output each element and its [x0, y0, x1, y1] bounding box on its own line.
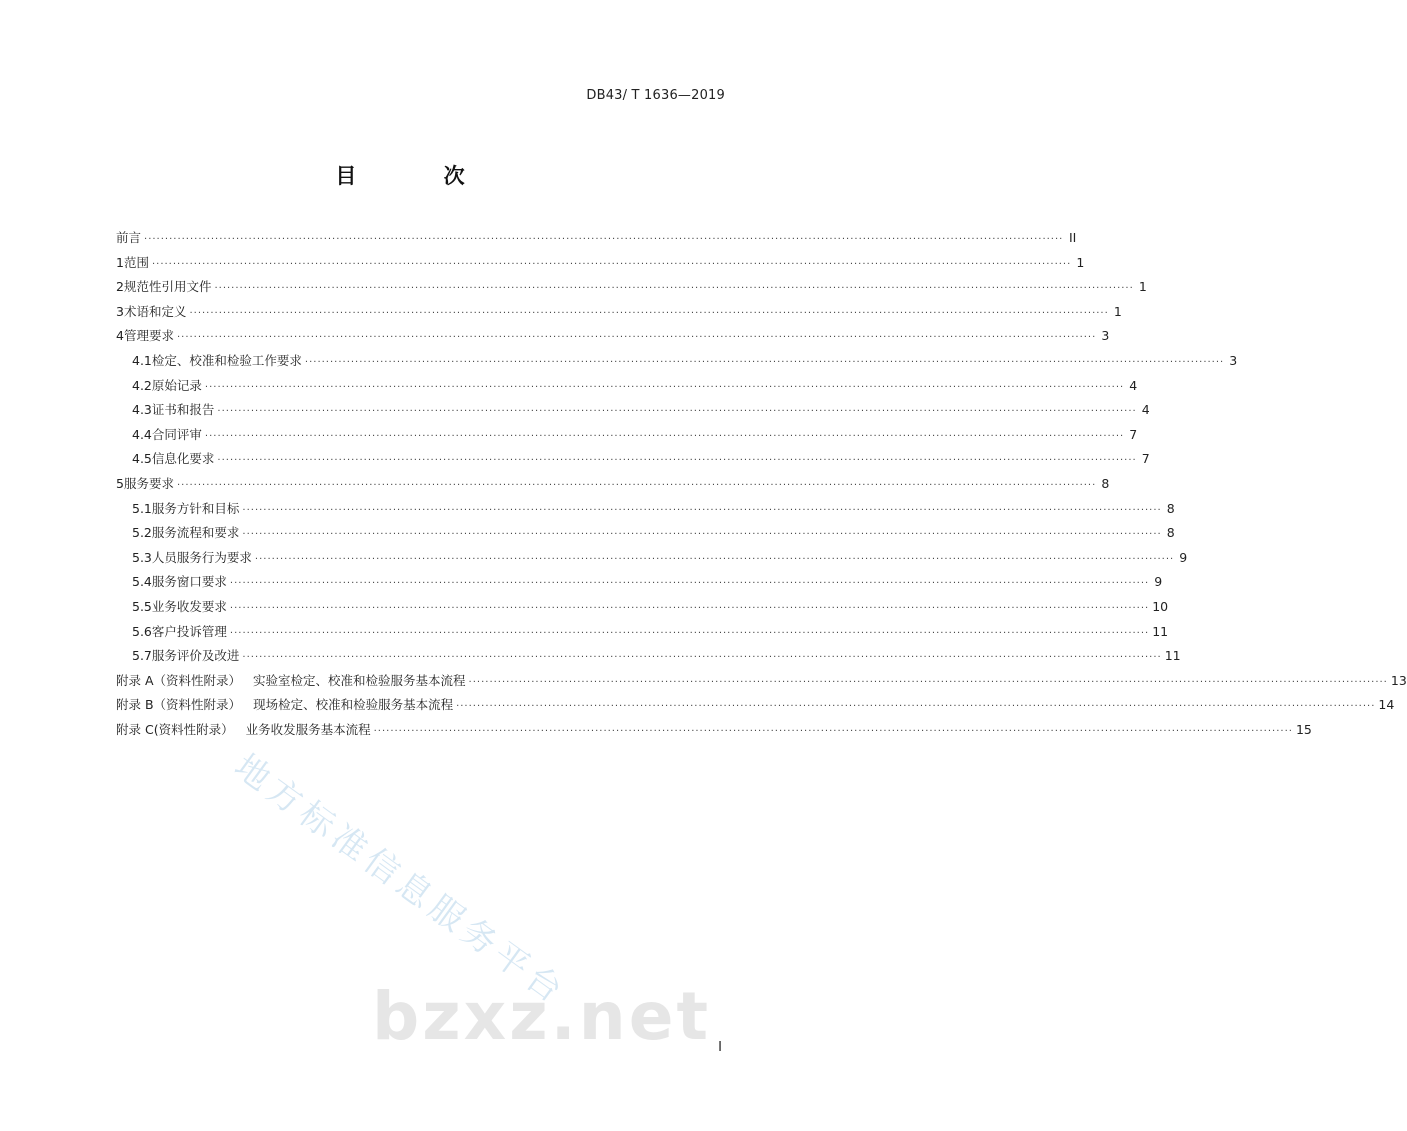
toc-entry-page: 11	[1164, 648, 1181, 664]
toc-entry-label: 前言	[116, 230, 142, 245]
toc-entry-label: 服务评价及改进	[151, 648, 240, 664]
toc-entry-page: 1	[1113, 303, 1122, 319]
toc-entry-page: 3	[1101, 328, 1110, 344]
toc-entry-label: 实验室检定、校准和检验服务基本流程	[253, 672, 466, 688]
toc-leader-dots: ····························································································································································································································	[204, 430, 1125, 442]
toc-entry-page: 1	[1076, 254, 1085, 270]
toc-entry-number: 3	[116, 303, 124, 319]
toc-entry[interactable]	[116, 597, 1169, 622]
watermark-site: bzxz.net	[372, 978, 712, 1055]
toc-leader-dots: ····························································································································································································································	[229, 627, 1150, 639]
toc-entry-page: 14	[1378, 697, 1395, 713]
toc-entry[interactable]	[116, 449, 1150, 474]
toc-entry-page: 8	[1101, 475, 1110, 491]
toc-leader-dots: ····························································································································································································································	[176, 479, 1097, 491]
toc-entry-number: 5.4	[132, 574, 152, 590]
toc-entry-page: 10	[1152, 598, 1169, 614]
toc-entry-label: 术语和定义	[123, 303, 187, 319]
toc-leader-dots: ····························································································································································································································	[242, 529, 1162, 541]
toc-entry-page: 8	[1166, 525, 1175, 541]
toc-entry[interactable]	[116, 548, 1188, 573]
toc-title: 目 次	[335, 164, 505, 188]
toc-leader-dots: ····························································································································································································································	[242, 504, 1162, 516]
toc-entry-number: 5.6	[132, 623, 152, 639]
toc-entry-number: 附录 C(资料性附录）	[116, 721, 234, 737]
toc-entry-number: 附录 B（资料性附录）	[116, 697, 242, 713]
toc-entry-label: 管理要求	[123, 328, 174, 344]
toc-entry-page: 7	[1141, 451, 1150, 467]
toc-leader-dots: ····························································································································································································································	[151, 258, 1072, 270]
toc-entry-page: 4	[1129, 377, 1138, 393]
toc-leader-dots: ····························································································································································································································	[217, 406, 1137, 418]
toc-entry-page: 15	[1295, 721, 1312, 737]
toc-leader-dots: ····························································································································································································································	[189, 307, 1109, 319]
toc-entry-page: 4	[1141, 402, 1150, 418]
toc-entry-label: 人员服务行为要求	[151, 549, 252, 565]
toc-entry-page: 3	[1229, 352, 1238, 368]
toc-entry-number: 5.5	[132, 598, 152, 614]
toc-entry-page: II	[1068, 230, 1077, 245]
toc-entry-page: 7	[1129, 426, 1138, 442]
toc-leader-dots: ····························································································································································································································	[373, 725, 1293, 737]
toc-entry[interactable]	[116, 425, 1138, 450]
toc-entry-label: 规范性引用文件	[123, 279, 212, 295]
toc-entry-label: 合同评审	[151, 426, 202, 442]
toc-entry-number: 1	[116, 254, 124, 270]
toc-entry-label: 现场检定、校准和检验服务基本流程	[253, 697, 454, 713]
toc-entry[interactable]	[116, 720, 1312, 745]
toc-entry-page: 8	[1166, 500, 1175, 516]
toc-entry-number: 5.2	[132, 525, 152, 541]
table-of-contents	[116, 228, 1407, 744]
toc-leader-dots: ····························································································································································································································	[242, 652, 1162, 664]
page-number: I	[718, 1040, 722, 1055]
toc-leader-dots: ····························································································································································································································	[176, 332, 1097, 344]
toc-entry[interactable]	[116, 376, 1138, 401]
toc-leader-dots: ····························································································································································································································	[229, 602, 1150, 614]
toc-entry-page: 13	[1390, 672, 1407, 688]
toc-entry-label: 业务收发服务基本流程	[245, 721, 371, 737]
toc-entry-page: 11	[1152, 623, 1169, 639]
toc-entry-page: 1	[1138, 279, 1147, 295]
toc-entry-number: 5	[116, 475, 124, 491]
toc-entry[interactable]	[116, 277, 1147, 302]
toc-leader-dots: ····························································································································································································································	[468, 676, 1388, 688]
toc-entry[interactable]	[116, 474, 1110, 499]
toc-entry-page: 9	[1154, 574, 1163, 590]
toc-entry[interactable]	[116, 302, 1122, 327]
toc-leader-dots: ····························································································································································································································	[304, 356, 1225, 368]
toc-entry-label: 服务流程和要求	[151, 525, 240, 541]
toc-entry[interactable]	[116, 646, 1181, 671]
toc-entry-label: 范围	[123, 254, 149, 270]
watermark-chinese: 地方标准信息服务平台	[226, 746, 574, 1014]
toc-entry[interactable]	[116, 400, 1150, 425]
toc-leader-dots: ····························································································································································································································	[229, 578, 1150, 590]
toc-entry[interactable]	[116, 572, 1163, 597]
toc-entry-label: 客户投诉管理	[151, 623, 227, 639]
toc-entry-number: 5.1	[132, 500, 152, 516]
toc-entry-number: 4	[116, 328, 124, 344]
toc-entry-label: 原始记录	[151, 377, 202, 393]
toc-entry-number: 4.3	[132, 402, 152, 418]
toc-entry-label: 证书和报告	[151, 402, 215, 418]
toc-leader-dots: ····························································································································································································································	[214, 283, 1134, 295]
toc-entry-label: 服务窗口要求	[151, 574, 227, 590]
toc-entry-number: 2	[116, 279, 124, 295]
toc-entry[interactable]	[116, 622, 1169, 647]
toc-entry-number: 附录 A（资料性附录）	[116, 672, 242, 688]
toc-leader-dots: ····························································································································································································································	[254, 553, 1175, 565]
toc-leader-dots: ····························································································································································································································	[204, 381, 1125, 393]
toc-entry-page: 9	[1179, 549, 1188, 565]
toc-leader-dots: ····························································································································································································································	[217, 455, 1137, 467]
toc-entry[interactable]	[116, 351, 1238, 376]
toc-entry-number: 5.3	[132, 549, 152, 565]
toc-leader-dots: ····························································································································································································································	[144, 234, 1064, 245]
toc-entry-label: 信息化要求	[151, 451, 215, 467]
toc-entry-label: 服务要求	[123, 475, 174, 491]
toc-entry[interactable]	[116, 671, 1407, 696]
toc-entry[interactable]	[116, 499, 1175, 524]
toc-entry[interactable]	[116, 228, 1077, 253]
toc-entry-number: 4.5	[132, 451, 152, 467]
toc-entry-number: 4.2	[132, 377, 152, 393]
toc-entry[interactable]	[116, 695, 1395, 720]
toc-entry-number: 4.1	[132, 352, 152, 368]
toc-entry[interactable]	[116, 523, 1175, 548]
document-code: DB43/ T 1636—2019	[586, 88, 725, 103]
toc-entry-label: 服务方针和目标	[151, 500, 240, 516]
toc-entry-number: 5.7	[132, 648, 152, 664]
toc-entry-label: 业务收发要求	[151, 598, 227, 614]
toc-entry-label: 检定、校准和检验工作要求	[151, 352, 302, 368]
toc-leader-dots: ····························································································································································································································	[456, 701, 1376, 713]
toc-entry[interactable]	[116, 253, 1085, 278]
toc-entry[interactable]	[116, 326, 1110, 351]
toc-entry-number: 4.4	[132, 426, 152, 442]
